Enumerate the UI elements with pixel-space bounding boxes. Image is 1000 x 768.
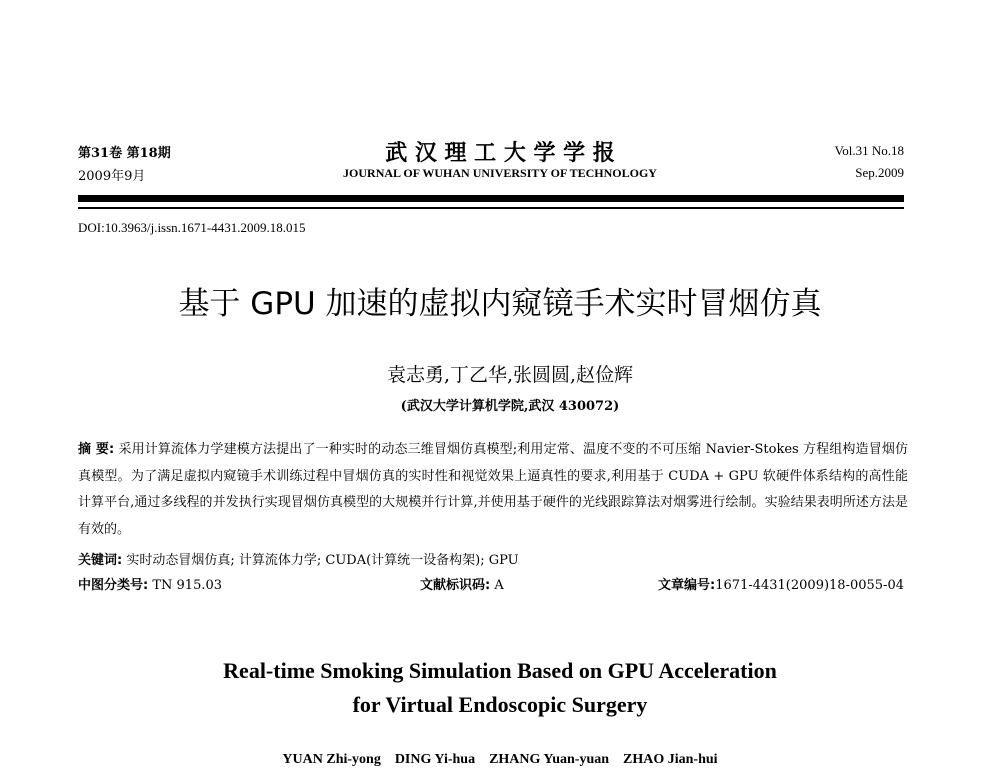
paper-title-en-line1: Real-time Smoking Simulation Based on GPU Acceleration (223, 658, 777, 683)
article-number-label: 文章编号: (658, 578, 716, 593)
doi: DOI:10.3963/j.issn.1671-4431.2009.18.015 (78, 220, 306, 235)
classification-value: TN 915.03 (152, 578, 223, 593)
date-cn: 2009年9月 (78, 169, 146, 184)
journal-title-en: JOURNAL OF WUHAN UNIVERSITY OF TECHNOLOGY (343, 166, 657, 180)
keywords-text: 实时动态冒烟仿真; 计算流体力学; CUDA(计算统一设备构架); GPU (126, 553, 519, 568)
document-code-label: 文献标识码: (420, 578, 491, 593)
abstract-label: 摘 要: (78, 442, 115, 457)
paper-title-en-line2: for Virtual Endoscopic Surgery (352, 692, 648, 717)
keywords (78, 549, 519, 568)
affiliation-cn: (武汉大学计算机学院,武汉 430072) (400, 399, 620, 414)
authors-cn: 袁志勇,丁乙华,张圆圆,赵俭辉 (386, 364, 634, 386)
volume-issue-en: Vol.31 No.18 (834, 143, 904, 158)
document-code (420, 574, 504, 593)
authors-en: YUAN Zhi-yong DING Yi-hua ZHANG Yuan-yuan ZHAO Jian-hui (282, 752, 718, 767)
abstract-text: 采用计算流体力学建模方法提出了一种实时的动态三维冒烟仿真模型;利用定常、温度不变的不可压缩 Navier-Stokes 方程组构造冒烟仿真模型。为了满足虚拟内窥镜手术训练过程中冒烟仿真的实时性和视觉效果上逼真性的要求,利用基于 CUDA + GPU 软硬件体系结构的高性能计算平台,通过多线程的并发执行实现冒烟仿真模型的大规模并行计算,并使用基于硬件的光线跟踪算法对烟雾进行绘制。实验结果表明所述方法是有效的。 (78, 442, 908, 538)
classification (78, 574, 222, 593)
document-code-value: A (494, 578, 504, 593)
journal-title-cn: 武 汉 理 工 大 学 学 报 (385, 140, 615, 166)
article-number (658, 574, 904, 593)
volume-issue-cn: 第31卷 第18期 (78, 146, 171, 161)
classification-label: 中图分类号: (78, 578, 149, 593)
paper-title-cn: 基于 GPU 加速的虚拟内窥镜手术实时冒烟仿真 (178, 286, 822, 322)
abstract (78, 437, 908, 544)
header-thin-rule (78, 207, 904, 209)
keywords-label: 关键词: (78, 553, 123, 568)
date-en: Sep.2009 (855, 165, 904, 180)
article-number-value: 1671-4431(2009)18-0055-04 (715, 578, 904, 593)
header-thick-rule (78, 195, 904, 202)
